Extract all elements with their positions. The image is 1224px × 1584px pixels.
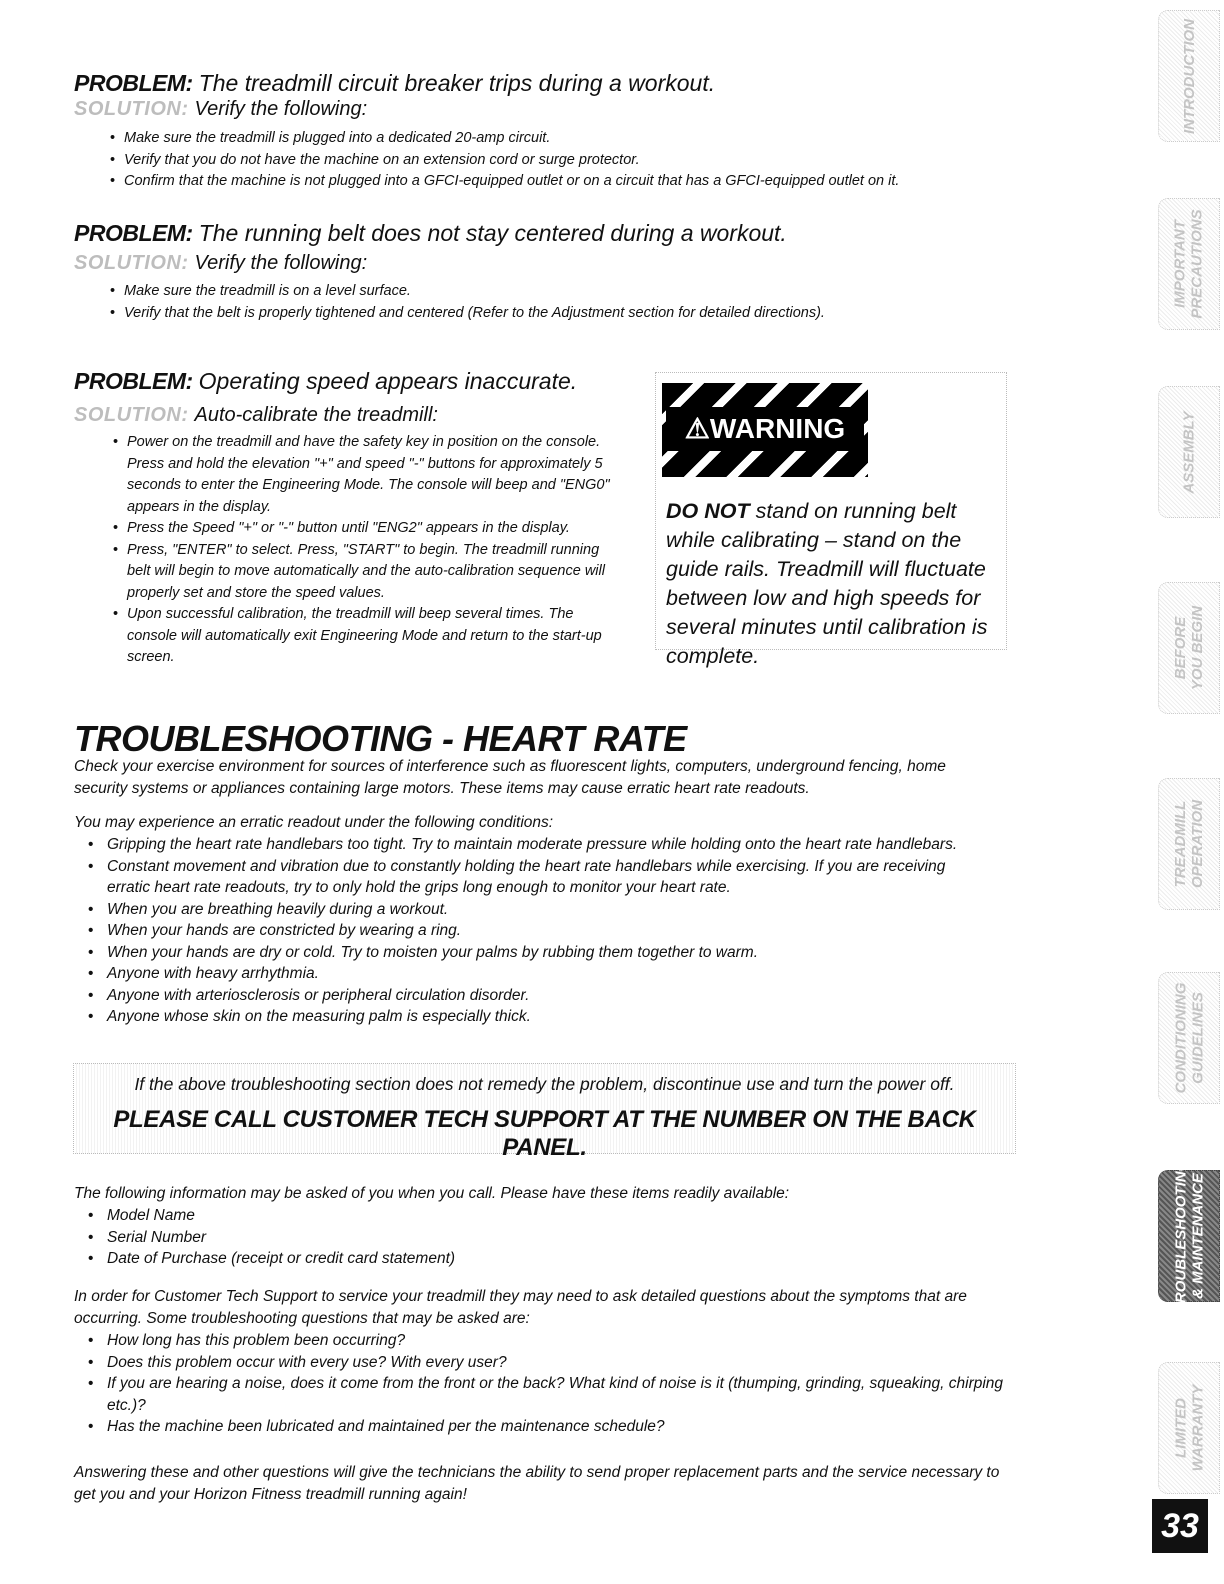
list-item: • Upon successful calibration, the treadmill will beep several times. The console will automatically exit Engineering Mode and return to the start-up screen.	[113, 604, 623, 669]
tech-support-callout	[73, 1063, 1016, 1161]
list-item: • Anyone with arteriosclerosis or peripheral circulation disorder.	[74, 985, 989, 1007]
list-item: • Verify that the belt is properly tightened and centered (Refer to the Adjustment section for detailed directions).	[110, 303, 1050, 325]
list-item: • Does this problem occur with every use? With every user?	[74, 1352, 1004, 1374]
section-tab-bar	[1154, 0, 1224, 1584]
section-heading-heart-rate: TROUBLESHOOTING - HEART RATE	[74, 718, 687, 759]
conditions-list	[74, 834, 989, 1028]
list-item: • Press, "ENTER" to select. Press, "START" to begin. The treadmill running belt will begin to move automatically and the auto-calibration sequence will properly set and store the speed values.	[113, 540, 623, 605]
problem-2-title: PROBLEM: The running belt does not stay centered during a workout.	[74, 220, 787, 246]
solution-3: SOLUTION: Auto-calibrate the treadmill:	[74, 404, 438, 426]
list-item: • Power on the treadmill and have the safety key in position on the console. Press and hold the elevation "+" and speed "-" buttons for approximately 5 seconds to enter the Engineering Mode. The console will beep and "ENG0" appears in the display.	[113, 432, 623, 518]
solution-2: SOLUTION: Verify the following:	[74, 252, 368, 274]
conditions-intro: You may experience an erratic readout under the following conditions:	[74, 814, 554, 831]
list-item: • Make sure the treadmill is on a level surface.	[110, 281, 1050, 303]
heart-rate-intro: Check your exercise environment for sources of interference such as fluorescent lights, computers, underground fencing, home security systems or appliances containing large motors. These items may cause erratic heart rate readouts.	[74, 758, 946, 797]
list-item: • If you are hearing a noise, does it come from the front or the back? What kind of noise is it (thumping, grinding, squeaking, chirping etc.)?	[74, 1373, 1004, 1416]
questions-intro: In order for Customer Tech Support to service your treadmill they may need to ask detailed questions about the symptoms that are occurring. Some troubleshooting questions that may be asked are:	[74, 1288, 967, 1327]
tab-important-precautions[interactable]: IMPORTANT PRECAUTIONS	[1158, 198, 1220, 330]
problem-3-title: PROBLEM: Operating speed appears inaccurate.	[74, 368, 578, 394]
solution-1-list	[110, 128, 1050, 193]
list-item: • Confirm that the machine is not plugged into a GFCI-equipped outlet or on a circuit that has a GFCI-equipped outlet on it.	[110, 171, 1050, 193]
list-item: • Anyone with heavy arrhythmia.	[74, 963, 989, 985]
warning-box	[655, 372, 1007, 668]
tab-conditioning-guidelines[interactable]: CONDITIONING GUIDELINES	[1158, 972, 1220, 1104]
list-item: • Date of Purchase (receipt or credit card statement)	[74, 1248, 1004, 1270]
list-item: • How long has this problem been occurring?	[74, 1330, 1004, 1352]
warning-text: DO NOT stand on running belt while calibrating – stand on the guide rails. Treadmill will fluctuate between low and high speeds for several minutes until calibration is complete.	[666, 499, 988, 668]
list-item: • Anyone whose skin on the measuring palm is especially thick.	[74, 1006, 989, 1028]
info-list	[74, 1205, 1004, 1270]
list-item: • Serial Number	[74, 1227, 1004, 1249]
list-item: • Verify that you do not have the machine on an extension cord or surge protector.	[110, 150, 1050, 172]
tab-assembly[interactable]: ASSEMBLY	[1158, 386, 1220, 518]
warning-sign	[662, 383, 868, 477]
questions-list	[74, 1330, 1004, 1438]
list-item: • Has the machine been lubricated and maintained per the maintenance schedule?	[74, 1416, 1004, 1438]
tab-troubleshooting-maintenance[interactable]: TROUBLESHOOTING & MAINTENANCE	[1158, 1170, 1220, 1302]
info-intro: The following information may be asked of you when you call. Please have these items readily available:	[74, 1185, 790, 1202]
problem-1-title: PROBLEM: The treadmill circuit breaker trips during a workout.	[74, 70, 716, 96]
tab-introduction[interactable]: INTRODUCTION	[1158, 10, 1220, 142]
list-item: • When your hands are dry or cold. Try to moisten your palms by rubbing them together to warm.	[74, 942, 989, 964]
callout-line-2: PLEASE CALL CUSTOMER TECH SUPPORT AT THE NUMBER ON THE BACK PANEL.	[113, 1106, 976, 1161]
page-number: 33	[1152, 1499, 1208, 1553]
tab-limited-warranty[interactable]: LIMITED WARRANTY	[1158, 1362, 1220, 1494]
closing-paragraph: Answering these and other questions will give the technicians the ability to send proper replacement parts and the service necessary to get you and your Horizon Fitness treadmill running again!	[74, 1464, 1000, 1503]
list-item: • When you are breathing heavily during a workout.	[74, 899, 989, 921]
list-item: • When your hands are constricted by wearing a ring.	[74, 920, 989, 942]
list-item: • Gripping the heart rate handlebars too tight. Try to maintain moderate pressure while holding onto the heart rate handlebars.	[74, 834, 989, 856]
solution-3-list	[113, 432, 623, 669]
list-item: • Constant movement and vibration due to constantly holding the heart rate handlebars while exercising. If you are receiving erratic heart rate readouts, try to only hold the grips long enough to monitor your heart rate.	[74, 856, 989, 899]
tab-before-you-begin[interactable]: BEFORE YOU BEGIN	[1158, 582, 1220, 714]
list-item: • Make sure the treadmill is plugged into a dedicated 20-amp circuit.	[110, 128, 1050, 150]
callout-line-1: If the above troubleshooting section does not remedy the problem, discontinue use and turn the power off.	[134, 1074, 955, 1094]
solution-1: SOLUTION: Verify the following:	[74, 98, 368, 120]
warning-sign-label: ⚠WARNING	[666, 407, 864, 451]
tab-treadmill-operation[interactable]: TREADMILL OPERATION	[1158, 778, 1220, 910]
list-item: • Model Name	[74, 1205, 1004, 1227]
list-item: • Press the Speed "+" or "-" button until "ENG2" appears in the display.	[113, 518, 623, 540]
solution-2-list	[110, 281, 1050, 324]
